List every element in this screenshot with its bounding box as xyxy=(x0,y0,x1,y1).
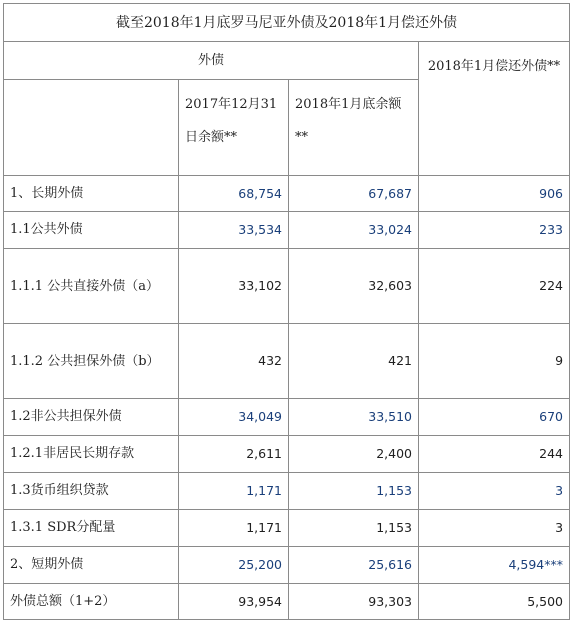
row-label: 1.3货币组织贷款 xyxy=(4,473,179,510)
repay-value: 224 xyxy=(419,249,570,324)
jan2018-value: 25,616 xyxy=(289,547,419,584)
jan2018-value: 93,303 xyxy=(289,584,419,620)
jan2018-value: 1,153 xyxy=(289,473,419,510)
table-row xyxy=(4,436,570,473)
repay-value: 4,594*** xyxy=(419,547,570,584)
table-row xyxy=(4,510,570,547)
table-row xyxy=(4,547,570,584)
repay-value: 3 xyxy=(419,473,570,510)
row-label: 外债总额（1+2） xyxy=(4,584,179,620)
dec2017-value: 2,611 xyxy=(179,436,289,473)
repay-value: 9 xyxy=(419,324,570,399)
jan2018-value: 32,603 xyxy=(289,249,419,324)
header-jan-balance: 2018年1月底余额** xyxy=(289,80,419,176)
row-label: 1.2非公共担保外债 xyxy=(4,399,179,436)
dec2017-value: 1,171 xyxy=(179,473,289,510)
row-label: 1.3.1 SDR分配量 xyxy=(4,510,179,547)
jan2018-value: 1,153 xyxy=(289,510,419,547)
row-label: 1、长期外债 xyxy=(4,176,179,212)
row-label: 1.2.1非居民长期存款 xyxy=(4,436,179,473)
header-repayment: 2018年1月偿还外债** xyxy=(419,42,570,176)
dec2017-value: 25,200 xyxy=(179,547,289,584)
dec2017-value: 33,534 xyxy=(179,212,289,249)
table-title: 截至2018年1月底罗马尼亚外债及2018年1月偿还外债 xyxy=(4,4,570,42)
header-external-debt: 外债 xyxy=(4,42,419,80)
jan2018-value: 2,400 xyxy=(289,436,419,473)
dec2017-value: 68,754 xyxy=(179,176,289,212)
jan2018-value: 33,024 xyxy=(289,212,419,249)
table-row xyxy=(4,212,570,249)
header-empty-cell xyxy=(4,80,179,176)
jan2018-value: 33,510 xyxy=(289,399,419,436)
repay-value: 906 xyxy=(419,176,570,212)
row-label: 1.1.1 公共直接外债（a） xyxy=(4,249,179,324)
table-row xyxy=(4,399,570,436)
dec2017-value: 33,102 xyxy=(179,249,289,324)
row-label: 2、短期外债 xyxy=(4,547,179,584)
header-dec-balance: 2017年12月31日余额** xyxy=(179,80,289,176)
repay-value: 233 xyxy=(419,212,570,249)
jan2018-value: 421 xyxy=(289,324,419,399)
repay-value: 5,500 xyxy=(419,584,570,620)
dec2017-value: 1,171 xyxy=(179,510,289,547)
repay-value: 244 xyxy=(419,436,570,473)
row-label: 1.1公共外债 xyxy=(4,212,179,249)
dec2017-value: 432 xyxy=(179,324,289,399)
jan2018-value: 67,687 xyxy=(289,176,419,212)
table-row xyxy=(4,249,570,324)
row-label: 1.1.2 公共担保外债（b） xyxy=(4,324,179,399)
repay-value: 3 xyxy=(419,510,570,547)
dec2017-value: 93,954 xyxy=(179,584,289,620)
title-row xyxy=(4,4,570,42)
table-row xyxy=(4,473,570,510)
table-row xyxy=(4,584,570,620)
header-row-1 xyxy=(4,42,570,80)
table-row xyxy=(4,324,570,399)
dec2017-value: 34,049 xyxy=(179,399,289,436)
repay-value: 670 xyxy=(419,399,570,436)
table-row xyxy=(4,176,570,212)
external-debt-table xyxy=(3,3,570,620)
